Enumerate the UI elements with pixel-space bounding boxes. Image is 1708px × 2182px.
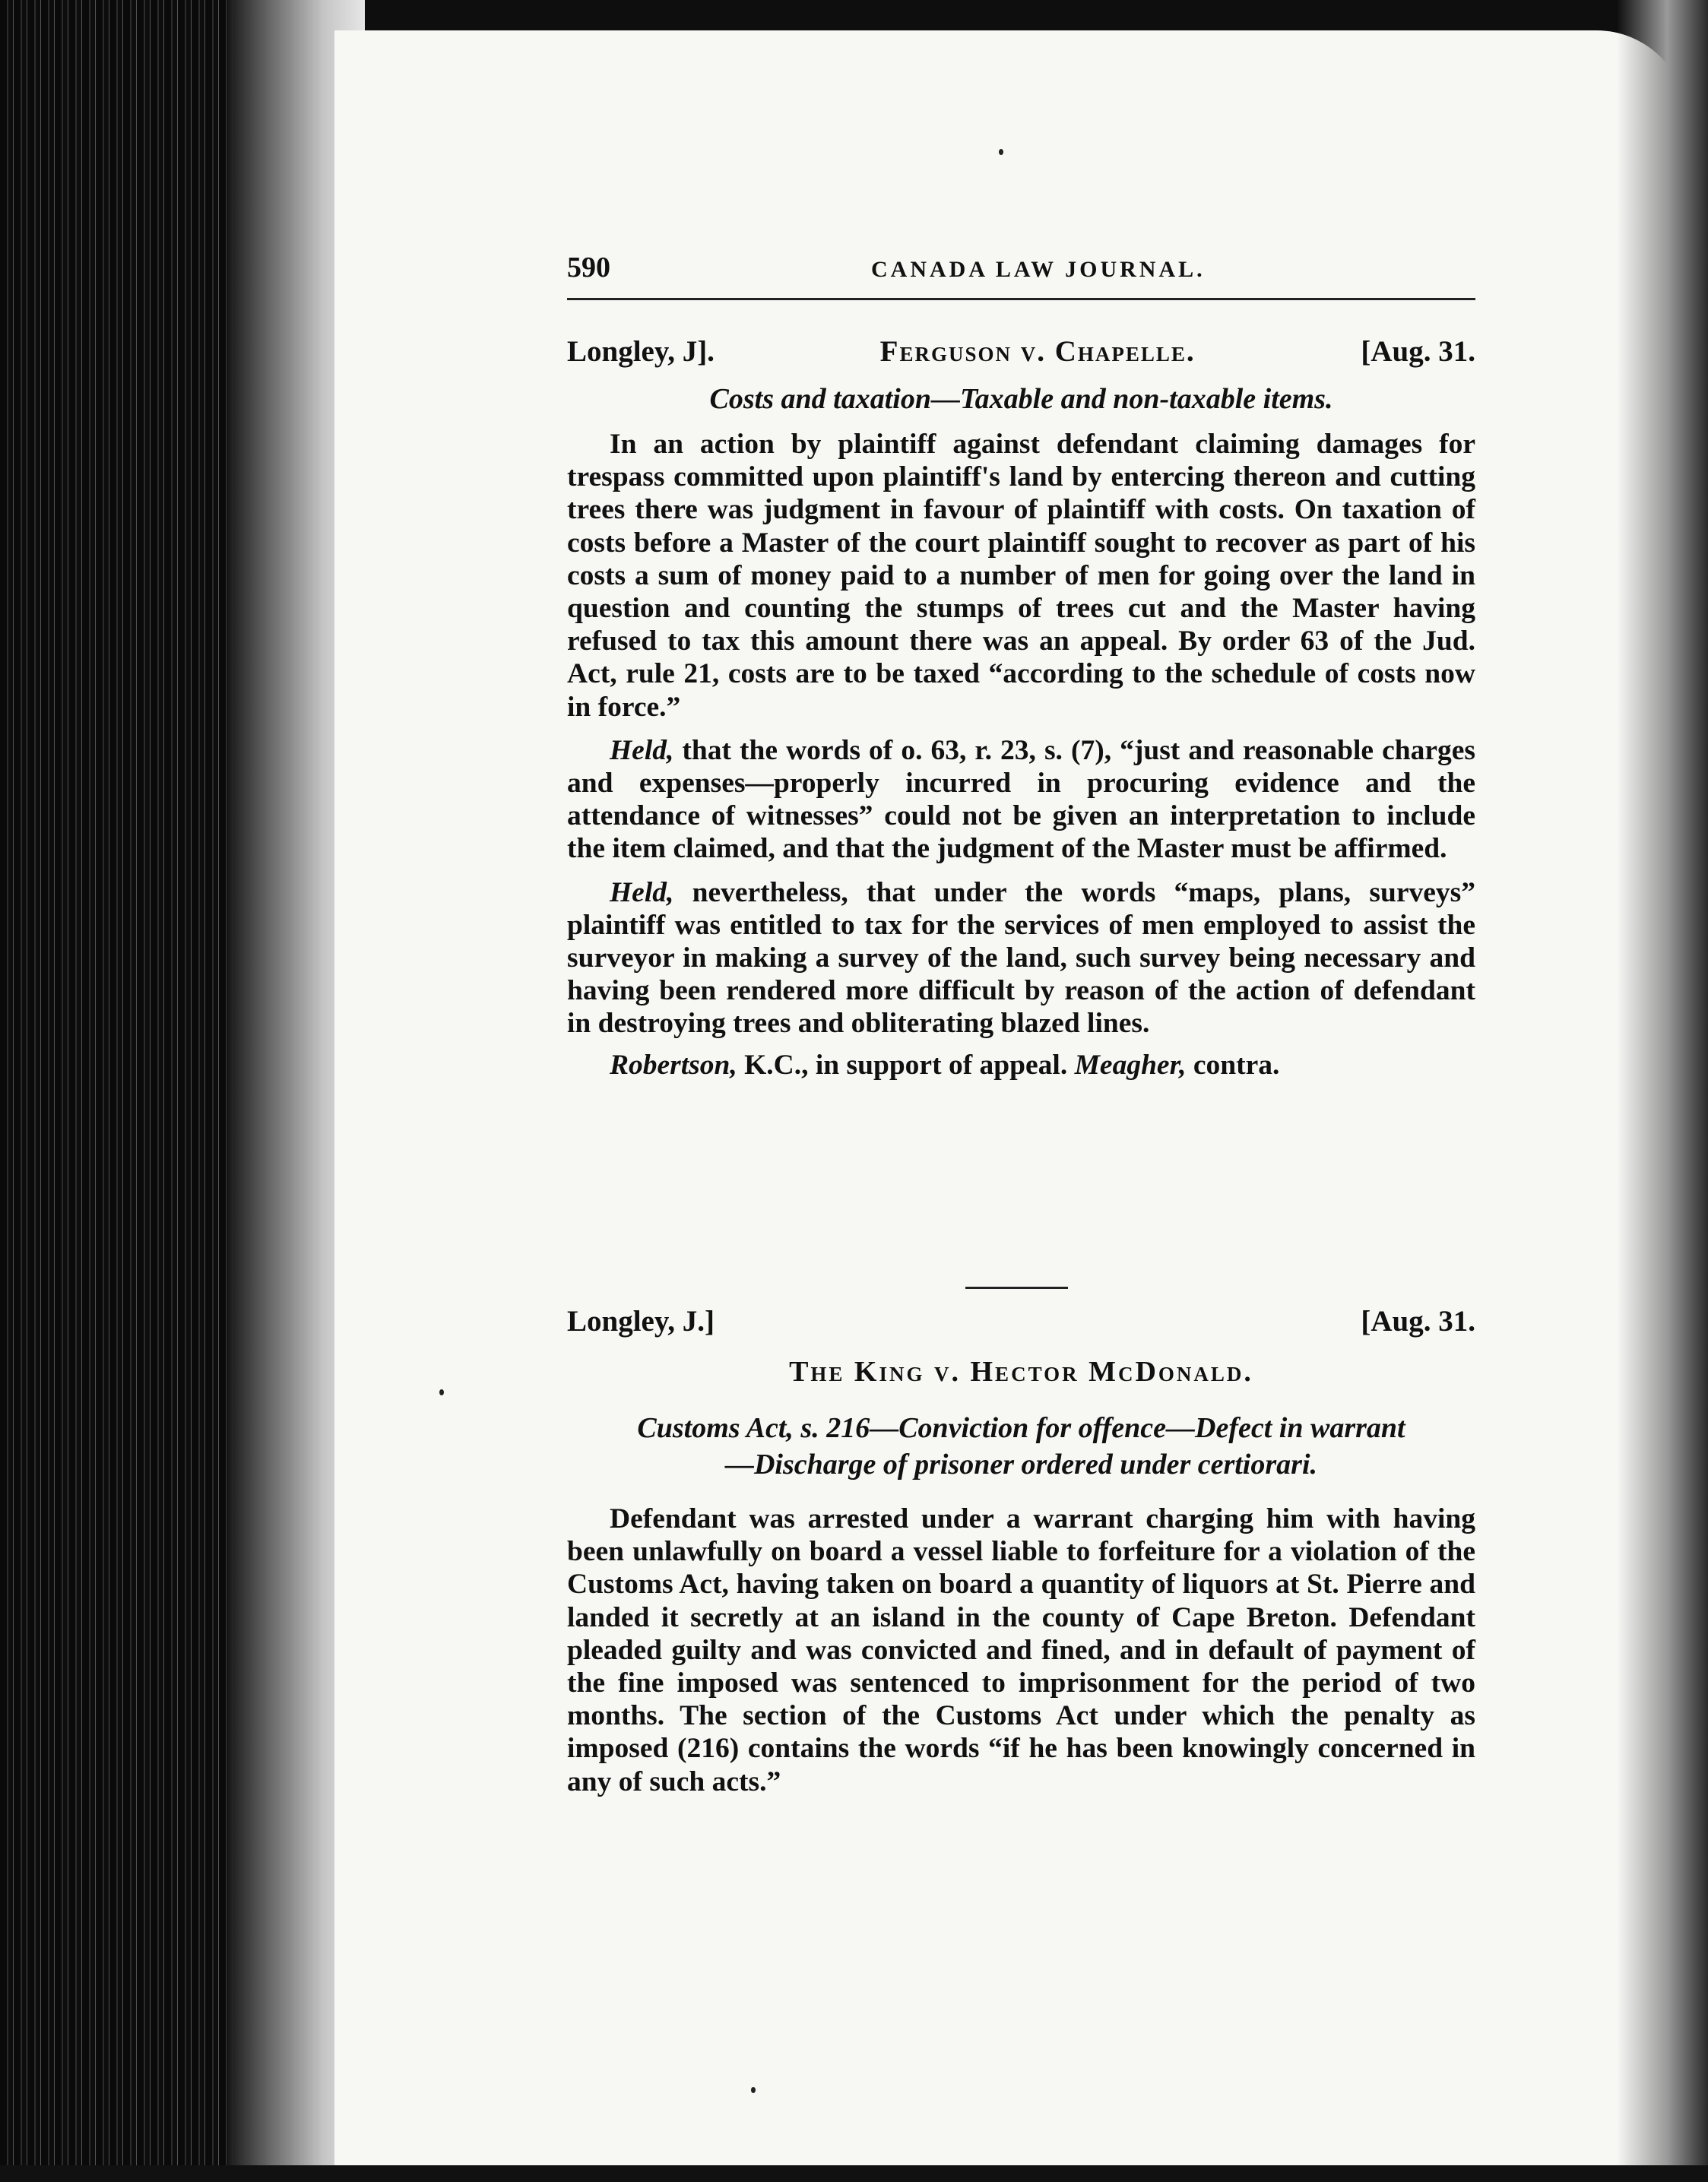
page-number: 590 <box>567 252 610 283</box>
scan-speck <box>751 2087 756 2093</box>
judge-name: Longley, J.] <box>567 1305 715 1338</box>
held-text: that the words of o. 63, r. 23, s. (7), “just and reasonable charges and expenses—properly incurred in procuring evidence and the attendance of witnesses” could not be given an interpretation to include the item claimed, and that the judgment of the Master must be affirmed. <box>567 734 1475 865</box>
case-paragraph: In an action by plaintiff against defendant claiming damages for trespass committed upon plaintiff's land by entercing thereon and cutting trees there was judgment in favour of plaintiff with costs. On taxation of costs before a Master of the court plaintiff sought to recover as part of his costs a sum of money paid to a number of men for going over the land in question and counting the stumps of trees cut and the Master having refused to tax this amount there was an appeal. By order 63 of the Jud. Act, rule 21, costs are to be taxed “according to the schedule of costs now in force.” <box>567 429 1475 723</box>
counsel-name: Meagher, <box>1074 1049 1187 1081</box>
page-right-edge <box>1617 0 1708 2182</box>
page-bottom-edge <box>0 2165 1708 2182</box>
header-rule <box>567 298 1475 300</box>
held-lead: Held, <box>610 734 674 766</box>
case-heading <box>567 334 1475 369</box>
scan-speck <box>439 1389 444 1395</box>
case-date: [Aug. 31. <box>1361 335 1475 368</box>
counsel-role: contra. <box>1186 1049 1280 1081</box>
running-header <box>567 251 1475 296</box>
case-paragraph: Defendant was arrested under a warrant charging him with having been unlawfully on board a vessel liable to forfeiture for a violation of the Customs Act, having taken on board a quantity of liquors at St. Pierre and landed it secretly at an island in the county of Cape Breton. Defendant pleaded guilty and was convicted and fined, and in default of payment of the fine imposed was sentenced to imprisonment for the period of two months. The section of the Customs Act under which the penalty as imposed (216) contains the words “if he has been knowingly concerned in any of such acts.” <box>567 1503 1475 1797</box>
held-paragraph <box>567 734 1475 866</box>
case-date: [Aug. 31. <box>1361 1305 1475 1338</box>
case-heading <box>567 1304 1475 1338</box>
held-text: nevertheless, that under the words “maps, plans, surveys” plaintiff was entitled to tax for the services of men employed to assist the surveyor in making a survey of the land, such survey being necessary and having been rendered more difficult by reason of the action of defendant in destroying trees and obliterating blazed lines. <box>567 876 1475 1040</box>
judge-name: Longley, J]. <box>567 335 715 368</box>
held-lead: Held, <box>610 876 674 908</box>
counsel-line <box>567 1048 1475 1083</box>
journal-title: CANADA LAW JOURNAL. <box>871 257 1206 282</box>
case-separator <box>965 1287 1068 1289</box>
scan-speck <box>999 149 1003 155</box>
case-title: Ferguson v. Chapelle. <box>879 335 1196 368</box>
counsel-role: K.C., in support of appeal. <box>737 1049 1075 1081</box>
case-topic: Costs and taxation—Taxable and non-taxable items. <box>709 383 1333 415</box>
case-topic-line: —Discharge of prisoner ordered under certiorari. <box>724 1449 1318 1481</box>
case-title: The King v. Hector McDonald. <box>789 1356 1253 1388</box>
held-paragraph <box>567 876 1475 1040</box>
case-topic <box>567 1410 1475 1483</box>
case-ferguson <box>567 334 1475 1083</box>
case-king-mcdonald <box>567 1304 1475 1798</box>
case-topic-line: Customs Act, s. 216—Conviction for offence—Defect in warrant <box>637 1412 1405 1444</box>
counsel-name: Robertson, <box>610 1049 737 1081</box>
